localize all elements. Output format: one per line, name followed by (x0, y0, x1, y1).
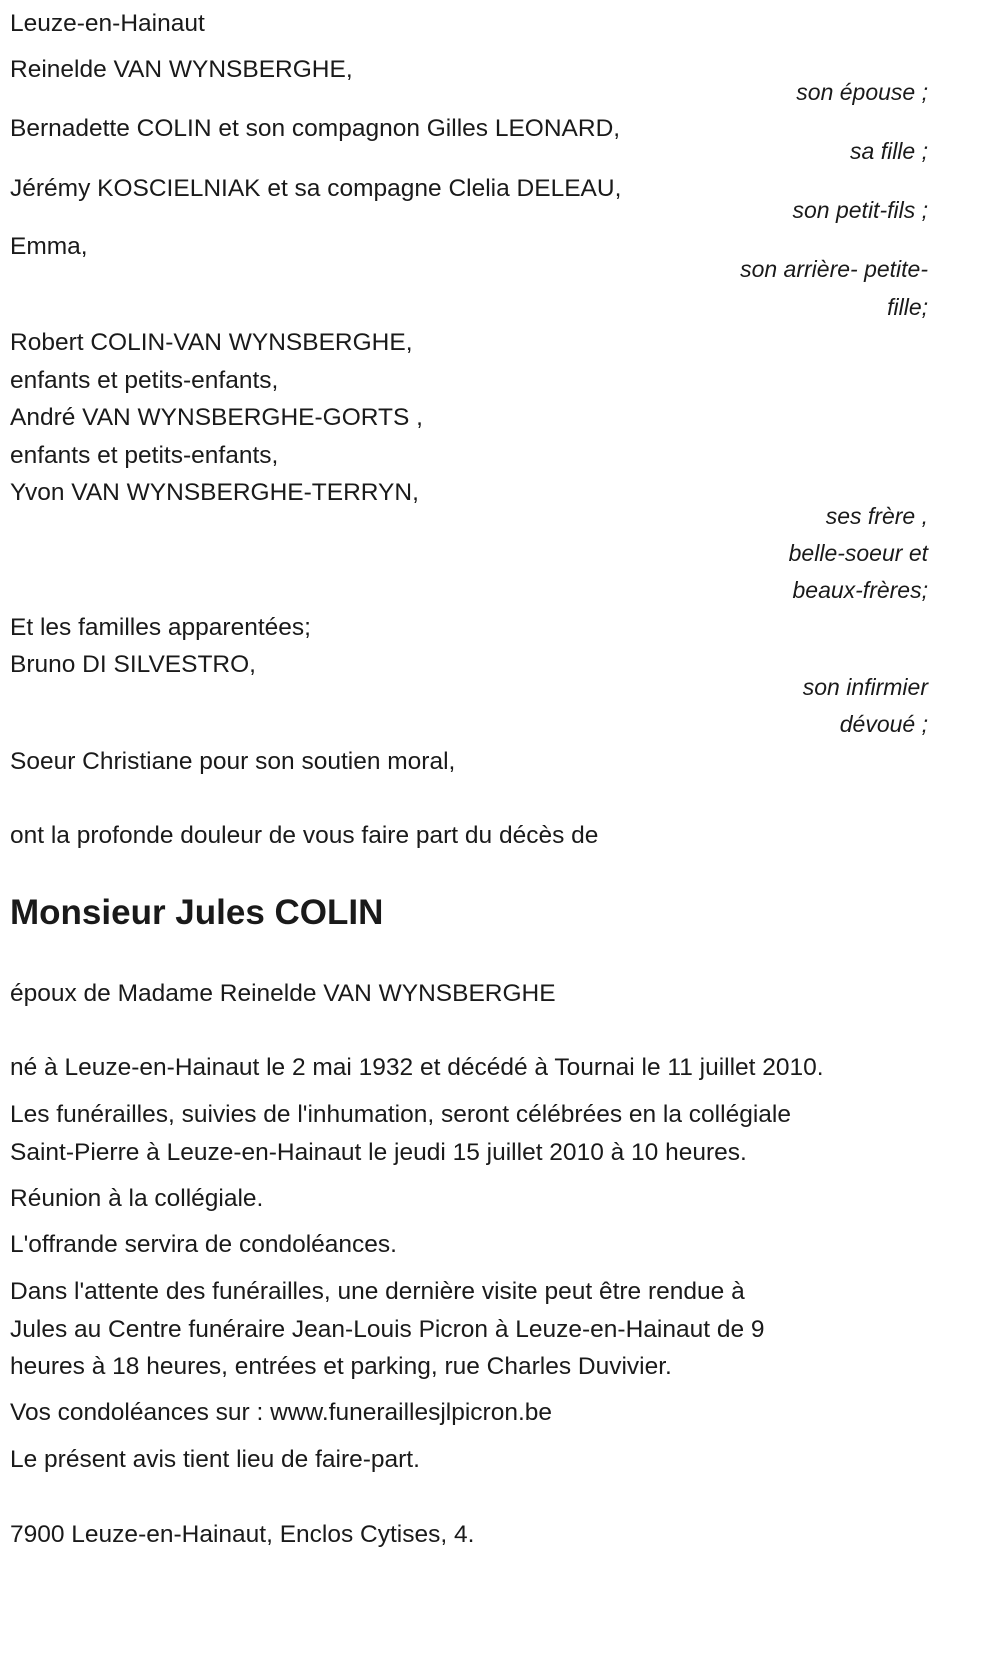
family-relation: fille; (887, 294, 928, 320)
condolences-line (10, 1398, 552, 1428)
deceased-name: Monsieur Jules COLIN (10, 893, 384, 932)
condolences-label: Vos condoléances sur : (10, 1399, 271, 1426)
families-line: Et les familles apparentées; (10, 614, 311, 641)
sibling-line: Yvon VAN WYNSBERGHE-TERRYN, (10, 479, 419, 506)
sibling-relation: belle-soeur et (788, 540, 928, 566)
sibling-line: enfants et petits-enfants, (10, 442, 279, 469)
sister-line: Soeur Christiane pour son soutien moral, (10, 748, 456, 775)
sibling-line: enfants et petits-enfants, (10, 367, 279, 394)
spouse-line: époux de Madame Reinelde VAN WYNSBERGHE (10, 980, 556, 1007)
visit-info: Jules au Centre funéraire Jean-Louis Picron à Leuze-en-Hainaut de 9 (10, 1316, 765, 1343)
condolences-link[interactable]: www.funeraillesjlpicron.be (270, 1399, 553, 1426)
address: 7900 Leuze-en-Hainaut, Enclos Cytises, 4. (10, 1521, 475, 1548)
family-name: Emma, (10, 233, 88, 260)
funeral-info: Les funérailles, suivies de l'inhumation, seront célébrées en la collégiale (10, 1101, 791, 1128)
visit-info: heures à 18 heures, entrées et parking, rue Charles Duvivier. (10, 1353, 672, 1380)
family-relation: son petit-fils ; (792, 197, 928, 223)
nurse-relation: son infirmier (802, 674, 928, 700)
family-relation: son arrière- petite- (740, 256, 928, 282)
offering-info: L'offrande servira de condoléances. (10, 1231, 397, 1258)
family-name: Bernadette COLIN et son compagnon Gilles LEONARD, (10, 115, 621, 142)
sibling-relation: ses frère , (825, 503, 928, 529)
sibling-line: André VAN WYNSBERGHE-GORTS , (10, 404, 423, 431)
nurse-name: Bruno DI SILVESTRO, (10, 651, 256, 678)
funeral-info: Saint-Pierre à Leuze-en-Hainaut le jeudi 15 juillet 2010 à 10 heures. (10, 1139, 747, 1166)
family-relation: sa fille ; (850, 138, 928, 164)
place-heading: Leuze-en-Hainaut (10, 10, 205, 37)
sibling-relation: beaux-frères; (792, 577, 928, 603)
visit-info: Dans l'attente des funérailles, une dernière visite peut être rendue à (10, 1278, 745, 1305)
family-name: Reinelde VAN WYNSBERGHE, (10, 56, 353, 83)
family-name: Jérémy KOSCIELNIAK et sa compagne Clelia DELEAU, (10, 175, 622, 202)
birth-death: né à Leuze-en-Hainaut le 2 mai 1932 et décédé à Tournai le 11 juillet 2010. (10, 1054, 824, 1081)
sibling-line: Robert COLIN-VAN WYNSBERGHE, (10, 329, 413, 356)
notice-line: Le présent avis tient lieu de faire-part. (10, 1446, 420, 1473)
meeting-info: Réunion à la collégiale. (10, 1185, 264, 1212)
nurse-relation: dévoué ; (839, 711, 928, 737)
family-relation: son épouse ; (796, 79, 928, 105)
announcement: ont la profonde douleur de vous faire part du décès de (10, 822, 599, 849)
